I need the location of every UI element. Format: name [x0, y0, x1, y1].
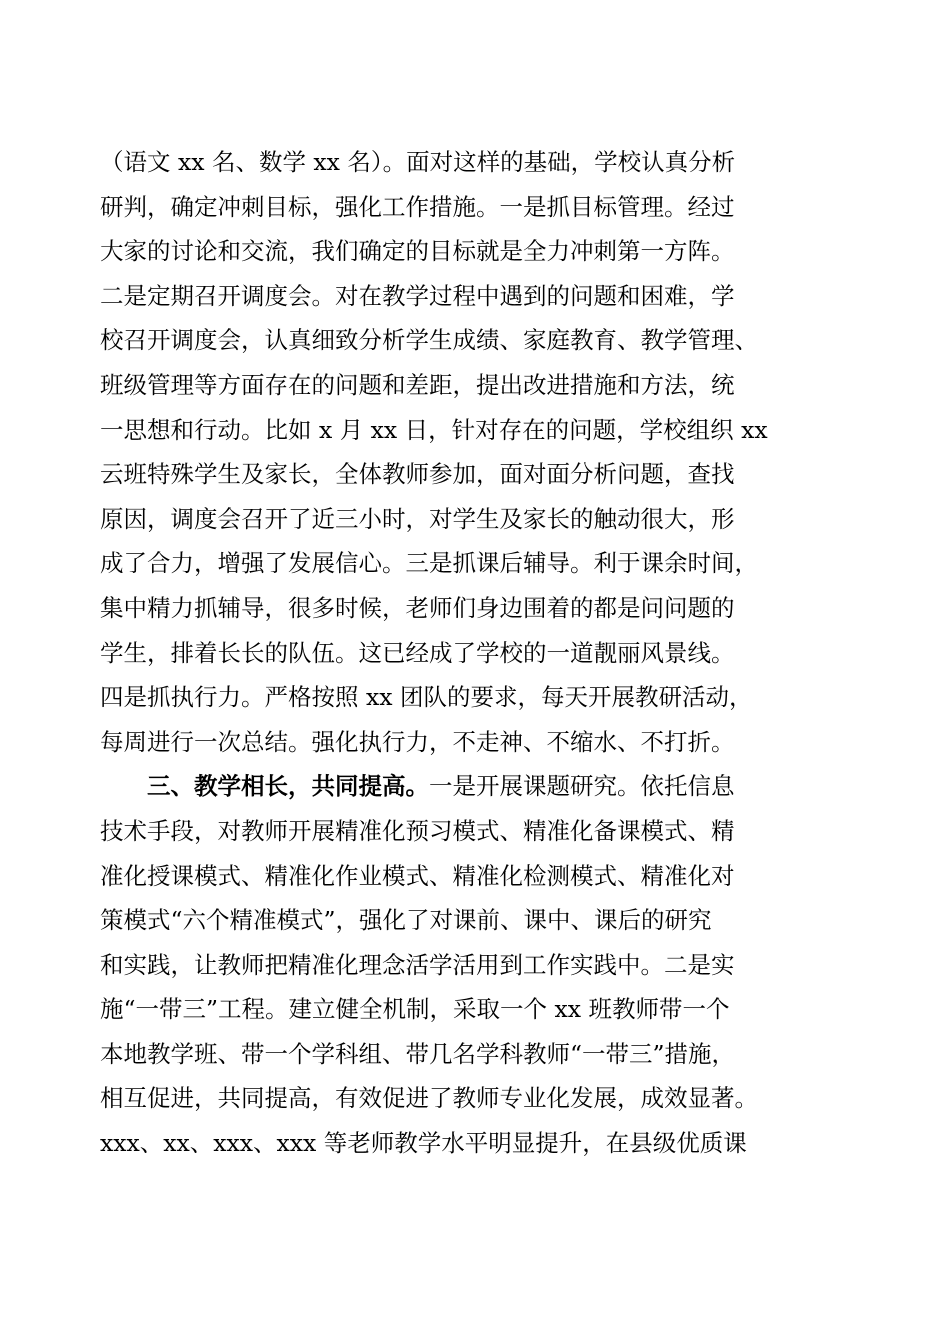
text-line: 准化授课模式、精准化作业模式、精准化检测模式、精准化对 — [100, 861, 735, 890]
text-line: xxx、xx、xxx、xxx 等老师教学水平明显提升，在县级优质课 — [100, 1129, 747, 1158]
section-3-first-line — [100, 764, 860, 809]
text-line: 本地教学班、带一个学科组、带几名学科教师“一带三”措施， — [100, 1039, 736, 1068]
text-line: 相互促进，共同提高，有效促进了教师专业化发展，成效显著。 — [100, 1084, 758, 1113]
text-line: 四是抓执行力。严格按照 xx 团队的要求，每天开展教研活动， — [100, 683, 753, 712]
text-line: 施“一带三”工程。建立健全机制，采取一个 xx 班教师带一个 — [100, 995, 730, 1024]
text-line: 和实践，让教师把精准化理念活学活用到工作实践中。二是实 — [100, 950, 735, 979]
text-line: 原因，调度会召开了近三小时，对学生及家长的触动很大，形 — [100, 504, 735, 533]
text-line: 校召开调度会，认真细致分析学生成绩、家庭教育、教学管理、 — [100, 326, 758, 355]
section-3-first-line-text: 一是开展课题研究。依托信息 — [429, 772, 735, 801]
text-line: 云班特殊学生及家长，全体教师参加，面对面分析问题，查找 — [100, 460, 735, 489]
text-line: 每周进行一次总结。强化执行力，不走神、不缩水、不打折。 — [100, 727, 735, 756]
section-3-heading: 三、教学相长，共同提高。 — [147, 772, 429, 801]
body-text — [100, 140, 860, 1166]
text-line: 二是定期召开调度会。对在教学过程中遇到的问题和困难，学 — [100, 281, 735, 310]
text-line: 大家的讨论和交流，我们确定的目标就是全力冲刺第一方阵。 — [100, 237, 735, 266]
text-line: 研判，确定冲刺目标，强化工作措施。一是抓目标管理。经过 — [100, 192, 735, 221]
text-line: 班级管理等方面存在的问题和差距，提出改进措施和方法，统 — [100, 370, 735, 399]
text-line: （语文 xx 名、数学 xx 名）。面对这样的基础，学校认真分析 — [100, 148, 736, 176]
text-line: 技术手段，对教师开展精准化预习模式、精准化备课模式、精 — [100, 816, 735, 845]
text-line: 学生，排着长长的队伍。这已经成了学校的一道靓丽风景线。 — [100, 638, 735, 667]
text-line: 一思想和行动。比如 x 月 xx 日，针对存在的问题，学校组织 xx — [100, 415, 768, 444]
text-line: 成了合力，增强了发展信心。三是抓课后辅导。利于课余时间， — [100, 549, 758, 578]
text-line: 策模式“六个精准模式”，强化了对课前、课中、课后的研究 — [100, 906, 712, 935]
text-line: 集中精力抓辅导，很多时候，老师们身边围着的都是问问题的 — [100, 593, 735, 622]
